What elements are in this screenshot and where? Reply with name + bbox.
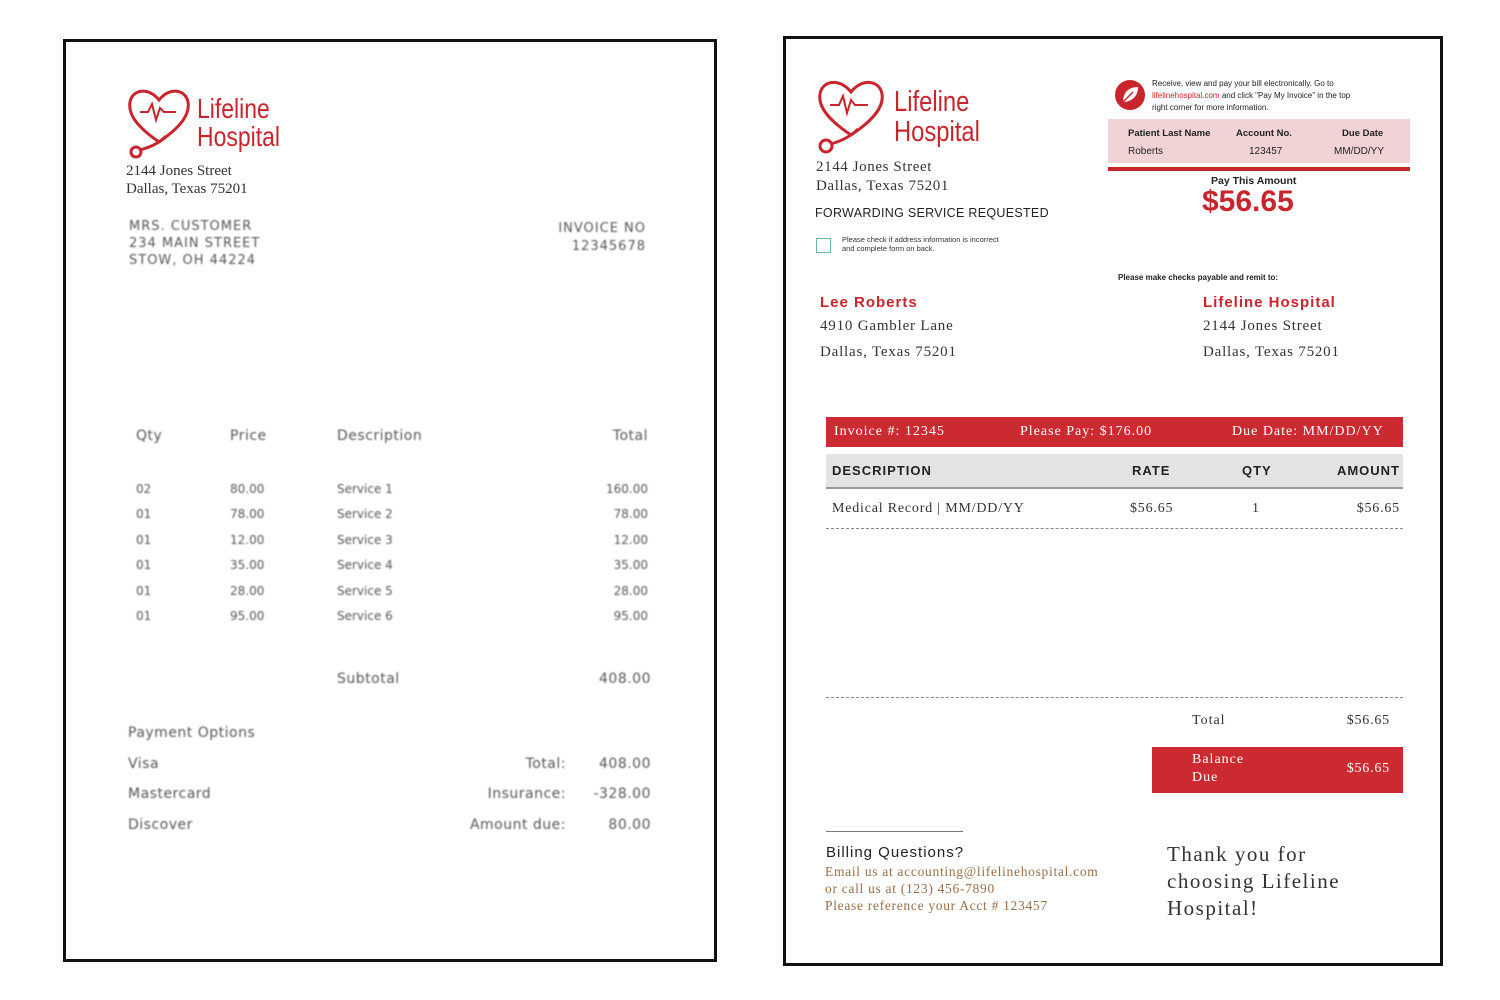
- invoice-page-left: [63, 39, 717, 962]
- table-row-price: 80.00: [230, 482, 265, 496]
- table-row-qty: 02: [136, 482, 152, 496]
- hospital-address-line2: Dallas, Texas 75201: [816, 178, 949, 194]
- table-row-qty: 01: [136, 533, 152, 547]
- table-row-description: Service 6: [337, 609, 393, 623]
- logo-text-line1: Lifeline: [197, 93, 270, 124]
- hospital-address-line1: 2144 Jones Street: [816, 159, 933, 175]
- table-row-total: 35.00: [613, 558, 648, 572]
- invoice-no-value: 12345678: [571, 239, 646, 254]
- account-value-last-name: Roberts: [1128, 146, 1164, 157]
- col-header-description: DESCRIPTION: [832, 463, 932, 478]
- line-item-description: Medical Record | MM/DD/YY: [832, 501, 1025, 516]
- account-value-due-date: MM/DD/YY: [1334, 146, 1384, 157]
- balance-due-label-line1: Balance: [1192, 752, 1245, 767]
- table-row-qty: 01: [136, 558, 152, 572]
- table-row-qty: 01: [136, 584, 152, 598]
- logo-text-line2: Hospital: [894, 116, 980, 148]
- remit-to-name: Lifeline Hospital: [1203, 294, 1336, 311]
- divider: [826, 487, 1403, 489]
- col-header-qty: Qty: [136, 428, 163, 444]
- table-row-total: 78.00: [613, 507, 648, 521]
- thank-you-line1: Thank you for: [1167, 842, 1307, 866]
- customer-name: MRS. CUSTOMER: [129, 219, 253, 234]
- heart-stethoscope-icon: [816, 75, 886, 159]
- banner-invoice-number: Invoice #: 12345: [834, 424, 945, 439]
- account-header-last-name: Patient Last Name: [1128, 128, 1211, 139]
- invoice-page-right: [783, 36, 1443, 966]
- logo-text-line2: Hospital: [197, 121, 280, 152]
- table-row-description: Service 2: [337, 507, 393, 521]
- thank-you-line3: Hospital!: [1167, 896, 1259, 920]
- divider: [826, 528, 1403, 529]
- billing-questions-title: Billing Questions?: [826, 844, 965, 861]
- patient-name: Lee Roberts: [820, 294, 918, 311]
- col-header-amount: AMOUNT: [1336, 463, 1400, 478]
- pay-this-amount-label: Pay This Amount: [1211, 175, 1297, 187]
- balance-due-label-line2: Due: [1192, 770, 1219, 785]
- balance-due-value: $56.65: [1346, 761, 1390, 776]
- table-row-price: 28.00: [230, 584, 265, 598]
- table-row-description: Service 5: [337, 584, 393, 598]
- account-header-account-no: Account No.: [1236, 128, 1292, 139]
- patient-address-line1: 4910 Gambler Lane: [820, 318, 954, 334]
- payment-options-label: Payment Options: [128, 725, 256, 741]
- table-row-total: 160.00: [606, 482, 648, 496]
- line-item-rate: $56.65: [1130, 501, 1174, 516]
- summary-amount-due-value: 80.00: [608, 817, 651, 833]
- leaf-icon: [1114, 79, 1146, 115]
- forwarding-notice: FORWARDING SERVICE REQUESTED: [815, 206, 1049, 220]
- payment-method-visa: Visa: [128, 756, 160, 772]
- summary-total-label: Total:: [525, 756, 566, 772]
- table-row-qty: 01: [136, 609, 152, 623]
- table-row-price: 12.00: [230, 533, 265, 547]
- heart-stethoscope-icon: [126, 84, 192, 164]
- remit-note: Please make checks payable and remit to:: [1118, 273, 1279, 282]
- thank-you-line2: choosing Lifeline: [1167, 869, 1341, 893]
- payment-method-discover: Discover: [128, 817, 193, 833]
- table-row-total: 12.00: [613, 533, 648, 547]
- table-row-description: Service 1: [337, 482, 393, 496]
- summary-total-value: 408.00: [599, 756, 651, 772]
- divider: [826, 831, 963, 832]
- invoice-no-label: INVOICE NO: [558, 221, 646, 236]
- total-label: Total: [1192, 713, 1226, 728]
- pay-note-line1: Receive, view and pay your bill electronically. Go to: [1152, 79, 1334, 88]
- line-item-qty: 1: [1252, 501, 1259, 516]
- checkbox-note-line2: and complete form on back.: [842, 244, 935, 253]
- pay-note-line3: right corner for more information.: [1152, 103, 1269, 112]
- pay-this-amount-value: $56.65: [1202, 185, 1294, 218]
- total-value: $56.65: [1346, 713, 1390, 728]
- table-row-total: 28.00: [613, 584, 648, 598]
- banner-please-pay: Please Pay: $176.00: [1020, 424, 1153, 439]
- logo-text-line1: Lifeline: [894, 86, 970, 118]
- divider: [1108, 167, 1410, 171]
- col-header-rate: RATE: [1132, 463, 1171, 478]
- billing-email-line[interactable]: Email us at accounting@lifelinehospital.com: [825, 864, 1099, 879]
- divider: [826, 697, 1403, 698]
- billing-phone-line: or call us at (123) 456-7890: [825, 881, 995, 896]
- website-link[interactable]: lifelinehospital.com: [1152, 91, 1220, 100]
- summary-amount-due-label: Amount due:: [469, 817, 566, 833]
- table-row-description: Service 4: [337, 558, 393, 572]
- account-value-account-no: 123457: [1249, 146, 1283, 157]
- banner-due-date: Due Date: MM/DD/YY: [1232, 424, 1384, 439]
- table-row-description: Service 3: [337, 533, 393, 547]
- customer-city: STOW, OH 44224: [129, 253, 257, 268]
- subtotal-value: 408.00: [599, 671, 651, 687]
- remit-to-address-line1: 2144 Jones Street: [1203, 318, 1323, 334]
- summary-insurance-value: -328.00: [593, 786, 651, 802]
- table-row-total: 95.00: [613, 609, 648, 623]
- line-item-amount: $56.65: [1356, 501, 1400, 516]
- checkbox-note-line1: Please check if address information is incorrect: [842, 235, 999, 244]
- table-row-price: 95.00: [230, 609, 265, 623]
- col-header-price: Price: [230, 428, 267, 444]
- summary-insurance-label: Insurance:: [487, 786, 566, 802]
- payment-method-mastercard: Mastercard: [128, 786, 212, 802]
- account-header-due-date: Due Date: [1342, 128, 1384, 139]
- pay-note-line2: lifelinehospital.com and click "Pay My Invoice" in the top: [1152, 91, 1351, 100]
- table-row-price: 35.00: [230, 558, 265, 572]
- col-header-total: Total: [612, 428, 648, 444]
- address-incorrect-checkbox[interactable]: [816, 238, 831, 253]
- hospital-address-line1: 2144 Jones Street: [126, 163, 232, 179]
- table-row-price: 78.00: [230, 507, 265, 521]
- customer-street: 234 MAIN STREET: [129, 236, 261, 251]
- remit-to-address-line2: Dallas, Texas 75201: [1203, 344, 1340, 360]
- table-row-qty: 01: [136, 507, 152, 521]
- hospital-address-line2: Dallas, Texas 75201: [126, 181, 248, 197]
- col-header-qty: QTY: [1242, 463, 1272, 478]
- col-header-description: Description: [337, 428, 423, 444]
- patient-address-line2: Dallas, Texas 75201: [820, 344, 957, 360]
- subtotal-label: Subtotal: [337, 671, 400, 687]
- billing-reference-line: Please reference your Acct # 123457: [825, 898, 1048, 913]
